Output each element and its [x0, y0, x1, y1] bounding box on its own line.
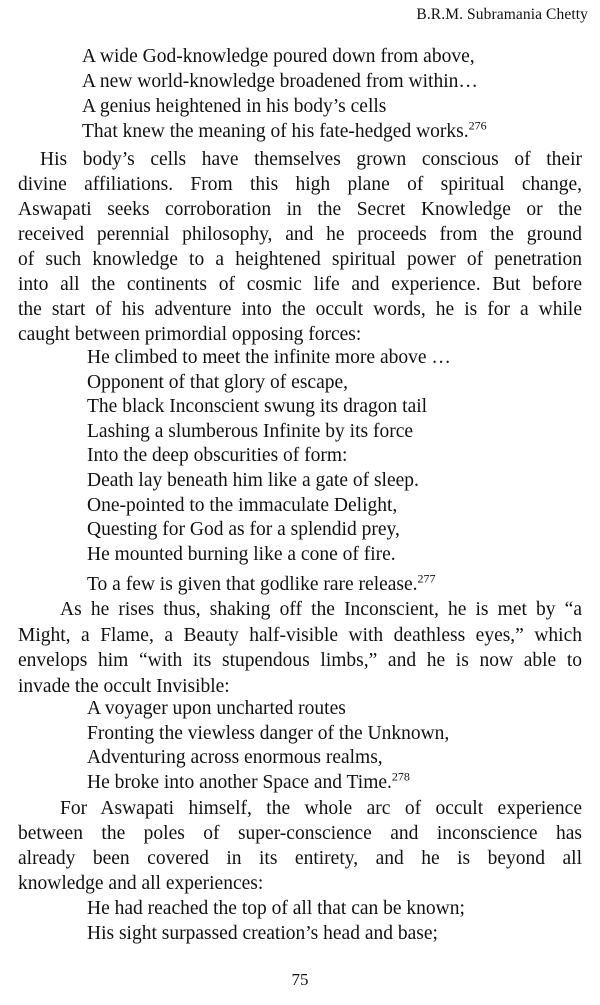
verse-line: Opponent of that glory of escape,	[87, 371, 349, 393]
verse-line: He had reached the top of all that can be known;	[87, 898, 465, 919]
paragraph-line: of such knowledge to a heightened spiritual power of penetration	[18, 249, 582, 270]
verse-line: One-pointed to the immaculate Delight,	[87, 494, 398, 516]
paragraph-line: already been covered in its entirety, and he is beyond all	[18, 848, 582, 869]
paragraph-line: envelops him “with its stupendous limbs,” and he is now able to	[18, 650, 582, 671]
verse-line: Fronting the viewless danger of the Unknown,	[87, 722, 450, 744]
verse-line: A genius heightened in his body’s cells	[82, 96, 387, 117]
verse-line: He climbed to meet the infinite more above …	[87, 347, 451, 368]
verse-line: The black Inconscient swung its dragon tail	[87, 396, 428, 418]
verse-line: That knew the meaning of his fate-hedged works.$^{276}$	[82, 118, 487, 142]
verse-line: Questing for God as for a splendid prey,	[87, 519, 400, 541]
verse-quote-3	[87, 697, 449, 795]
verse-line: A new world-knowledge broadened from within…	[82, 71, 478, 92]
paragraph-line: For Aswapati himself, the whole arc of occult experience	[60, 798, 582, 819]
paragraph-1	[18, 147, 582, 347]
paragraph-line: divine affiliations. From this high plane of spiritual change,	[18, 174, 582, 195]
paragraph-line: received perennial philosophy, and he proceeds from the ground	[18, 224, 582, 245]
verse-line: His sight surpassed creation’s head and base;	[87, 923, 438, 944]
paragraph-line: caught between primordial opposing forces:	[18, 324, 362, 345]
paragraph-line: As he rises thus, shaking off the Inconscient, he is met by “a	[60, 599, 582, 620]
paragraph-line: into all the continents of cosmic life and experience. But before	[18, 274, 582, 295]
verse-quote-2	[87, 346, 451, 598]
verse-line: Lashing a slumberous Infinite by its force	[87, 420, 414, 442]
verse-line: Death lay beneath him like a gate of sleep.	[87, 469, 419, 491]
paragraph-line: between the poles of super-conscience and inconscience has	[18, 823, 582, 844]
paragraph-line: Might, a Flame, a Beauty half-visible with deathless eyes,” which	[18, 624, 582, 646]
page-number: 75	[291, 970, 309, 989]
paragraph-3	[18, 796, 582, 896]
footnote-ref: 276	[468, 118, 487, 133]
paragraph-line: the start of his adventure into the occult words, he is for a while	[18, 299, 582, 320]
verse-line: Adventuring across enormous realms,	[87, 747, 383, 768]
verse-line: A wide God-knowledge poured down from above,	[82, 46, 475, 67]
footnote-ref: 277	[417, 571, 436, 586]
verse-quote-4	[87, 896, 465, 946]
paragraph-line: Aswapati seeks corroboration in the Secret Knowledge or the	[18, 199, 582, 220]
running-header: B.R.M. Subramania Chetty	[416, 6, 588, 23]
verse-line: A voyager upon uncharted routes	[87, 698, 346, 719]
paragraph-line: knowledge and all experiences:	[18, 873, 264, 894]
verse-quote-1	[82, 44, 487, 144]
paragraph-2	[18, 597, 582, 699]
verse-line: He mounted burning like a cone of fire.	[87, 543, 396, 565]
verse-line: Into the deep obscurities of form:	[87, 445, 348, 467]
footnote-ref: 278	[391, 769, 410, 783]
paragraph-line: invade the occult Invisible:	[18, 675, 230, 697]
paragraph-line: His body’s cells have themselves grown conscious of their	[40, 149, 582, 170]
verse-line: He broke into another Space and Time.$^{278}$	[87, 769, 410, 793]
verse-line: To a few is given that godlike rare release.$^{277}$	[87, 571, 436, 596]
